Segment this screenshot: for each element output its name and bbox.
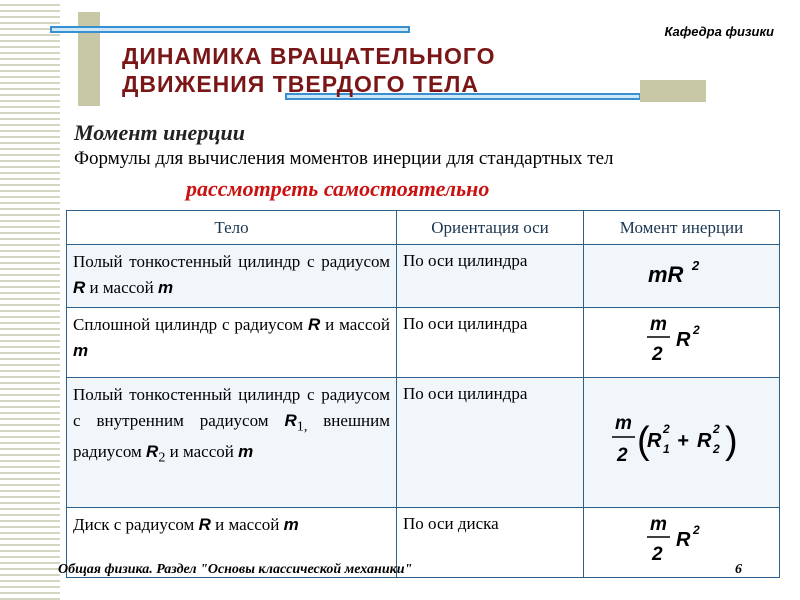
col-header-moment: Момент инерции	[584, 211, 780, 245]
col-header-body: Тело	[67, 211, 397, 245]
svg-text:R: R	[696, 430, 711, 452]
orientation-cell: По оси цилиндра	[397, 308, 584, 378]
svg-text:2: 2	[692, 523, 700, 537]
formula-cell	[584, 245, 780, 308]
svg-text:R: R	[675, 529, 690, 551]
svg-text:2: 2	[662, 422, 670, 436]
section-description: Формулы для вычисления моментов инерции для стандартных тел	[74, 148, 614, 169]
title-line-2: ДВИЖЕНИЯ ТВЕРДОГО ТЕЛА	[122, 71, 480, 97]
formula-disk-m-half-R2	[642, 512, 722, 568]
moments-table	[66, 210, 780, 578]
svg-text:R: R	[646, 430, 661, 452]
svg-text:R: R	[675, 329, 690, 351]
department-label: Кафедра физики	[664, 24, 774, 39]
orientation-cell: По оси диска	[397, 508, 584, 578]
title-line-1: ДИНАМИКА ВРАЩАТЕЛЬНОГО	[122, 43, 496, 69]
svg-text:2: 2	[691, 257, 699, 273]
decor-top-line	[50, 26, 410, 33]
table-row	[67, 245, 780, 308]
formula-m-half-R2	[642, 312, 722, 368]
body-cell: Сплошной цилиндр с радиусом R и массой m	[67, 308, 397, 378]
self-study-note: рассмотреть самостоятельно	[186, 176, 490, 201]
svg-text:1: 1	[662, 442, 670, 456]
formula-cell	[584, 508, 780, 578]
body-cell: Полый тонкостенный цилиндр с радиусом R и массой m	[67, 245, 397, 308]
table-row	[67, 378, 780, 508]
left-stripes	[0, 0, 60, 600]
page-number: 6	[735, 562, 742, 577]
orientation-cell: По оси цилиндра	[397, 378, 584, 508]
formula-m-half-R1-R2	[607, 409, 757, 471]
svg-text:): )	[724, 420, 738, 462]
svg-text:2: 2	[692, 323, 700, 337]
formula-cell	[584, 308, 780, 378]
svg-text:mR: mR	[647, 261, 683, 287]
svg-text:2: 2	[651, 344, 663, 365]
col-header-orientation: Ориентация оси	[397, 211, 584, 245]
svg-text:+: +	[676, 430, 689, 452]
formula-cell	[584, 378, 780, 508]
svg-text:2: 2	[712, 442, 720, 456]
body-cell: Диск с радиусом R и массой m	[67, 508, 397, 578]
svg-text:2: 2	[616, 445, 628, 466]
slide-title	[122, 42, 496, 98]
table-header-row	[67, 211, 780, 245]
svg-text:m: m	[649, 514, 667, 535]
formula-mR2	[642, 254, 722, 294]
body-cell: Полый тонкостенный цилиндр с радиусом с внутренним радиусом $R_{1,}$ внешним радиусом $R_2$ и массой m	[67, 378, 397, 508]
footer-course-label: Общая физика. Раздел "Основы классической механики"	[58, 562, 413, 577]
table-row	[67, 308, 780, 378]
svg-text:m: m	[649, 314, 667, 335]
decor-block	[640, 80, 706, 102]
section-heading: Момент инерции	[74, 120, 245, 145]
svg-text:m: m	[614, 413, 632, 434]
svg-text:(: (	[636, 420, 650, 462]
svg-text:2: 2	[651, 544, 663, 565]
svg-text:2: 2	[712, 422, 720, 436]
orientation-cell: По оси цилиндра	[397, 245, 584, 308]
